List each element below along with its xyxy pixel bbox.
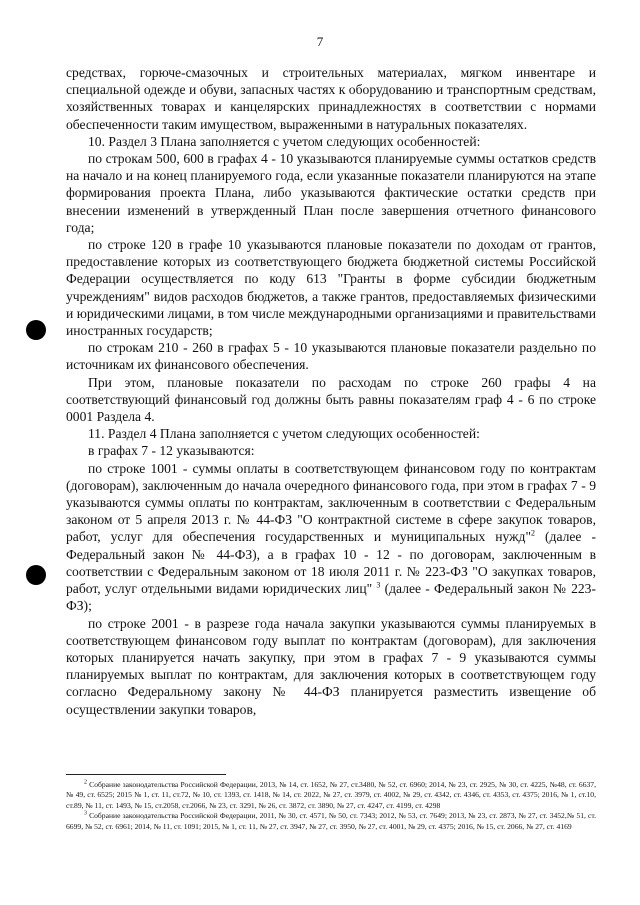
paragraph: по строкам 500, 600 в графах 4 - 10 указываются планируемые суммы остатков средств на начало и на конец планируемого года, если указанные показатели планируются на этапе формирования проекта Плана, либо указываются фактические остатки средств при внесении изменений в утвержденный План после завершения отчетного финансового года;	[66, 151, 596, 235]
paragraph: по строкам 210 - 260 в графах 5 - 10 указываются плановые показатели раздельно по источникам их финансового обеспечения.	[66, 340, 596, 373]
footnote-ref: 3	[376, 580, 381, 590]
paragraph	[66, 460, 596, 615]
paragraph: в графах 7 - 12 указываются:	[88, 443, 255, 459]
main-text	[66, 64, 596, 718]
paragraph: по строке 2001 - в разрезе года начала закупки указываются суммы планируемых в соответствующем финансовом году выплат по контрактам (договорам), для заключения которых планируется начать закупку, при этом в графах 7 - 9 указываются суммы планируемых выплат по контрактам, для заключения которых в соответствующем году согласно Федеральному закону № 44-ФЗ планируется разместить извещение об осуществлении закупки товаров,	[66, 615, 596, 717]
paragraph: по строке 120 в графе 10 указываются плановые показатели по доходам от грантов, предоставление которых из соответствующего бюджета бюджетной системы Российской Федерации осуществляется по коду 613 "Гранты в форме субсидии бюджетным учреждениям" видов расходов бюджетов, а также грантов, предоставляемых физическими и юридическими лицами, в том числе международными организациями и правительствами иностранных государств;	[66, 237, 596, 339]
footnote-ref: 2	[531, 528, 536, 538]
paragraph-part: (далее - Федеральный закон № 223-ФЗ);	[66, 581, 596, 614]
paragraph: 10. Раздел 3 Плана заполняется с учетом следующих особенностей:	[88, 133, 481, 149]
punch-hole-top	[26, 320, 46, 340]
footnote-mark: 3	[84, 810, 87, 817]
footnote-text: Собрание законодательства Российской Федерации, 2013, № 14, ст. 1652, № 27, ст.3480, № 52, ст. 6960; 2014, № 23, ст. 2925, № 30, ст. 4225, №48, ст. 6637, № 49, ст. 6525; 2015 № 1, ст. 11, ст.72, № 10, ст. 1393, ст. 1418, № 14, ст. 2022, № 27, ст. 3979, ст. 4002, № 29, ст. 4342, ст. 4346, ст. 4353, ст. 4375; 2016, № 1, ст.10, ст.89, № 11, ст. 1493, № 15, ст.2058, ст.2066, № 23, ст. 3291, № 26, ст. 3872, ст. 3890, № 27, ст. 4247, ст. 4199, ст. 4298	[66, 780, 596, 810]
paragraph: средствах, горюче-смазочных и строительных материалах, мягком инвентаре и специальной одежде и обуви, запасных частях к оборудованию и транспортным средствам, хозяйственных товарах и канцелярских принадлежностях в соответствии с нормами обеспеченности таким имуществом, выраженными в натуральных показателях.	[66, 65, 596, 132]
footnote-mark: 2	[84, 779, 87, 786]
punch-hole-bottom	[26, 565, 46, 585]
footnote-text: Собрание законодательства Российской Федерации, 2011, № 30, ст. 4571, № 50, ст. 7343; 2012, № 53, ст. 7649; 2013, № 23, ст. 2873, № 27, ст. 3452,№ 51, ст. 6699, № 52, ст. 6961; 2014, № 11, ст. 1091; 2015, № 1, ст. 11, № 27, ст. 3947, № 27, ст. 3950, № 27, ст. 4001, № 29, ст. 4375; 2016, № 15, ст. 2066, № 27, ст. 4169	[66, 811, 596, 831]
footnote-separator	[66, 774, 226, 775]
footnote	[66, 811, 596, 832]
footnote	[66, 780, 596, 811]
paragraph-part: (далее - Федеральный закон № 44-ФЗ), а в графах 10 - 12 - по договорам, заключенным в соответствии с Федеральным законом от 18 июля 2011 г. № 223-ФЗ "О закупках товаров, работ, услуг отдельными видами юридических лиц"	[66, 529, 596, 597]
paragraph-part: по строке 1001 - суммы оплаты в соответствующем финансовом году по контрактам (договорам), заключенным до начала очередного финансового года, при этом в графах 7 - 9 указываются суммы оплаты по контрактам, заключенным в соответствии с Федеральным законом от 5 апреля 2013 г. № 44-ФЗ "О контрактной системе в сфере закупок товаров, работ, услуг для обеспечения государственных и муниципальных нужд"	[66, 460, 596, 545]
page-number: 7	[316, 34, 324, 49]
paragraph: При этом, плановые показатели по расходам по строке 260 графы 4 на соответствующий финансовый год должны быть равны показателям граф 4 - 6 по строке 0001 Раздела 4.	[66, 374, 596, 425]
footnotes	[66, 780, 596, 832]
paragraph: 11. Раздел 4 Плана заполняется с учетом следующих особенностей:	[88, 426, 480, 442]
